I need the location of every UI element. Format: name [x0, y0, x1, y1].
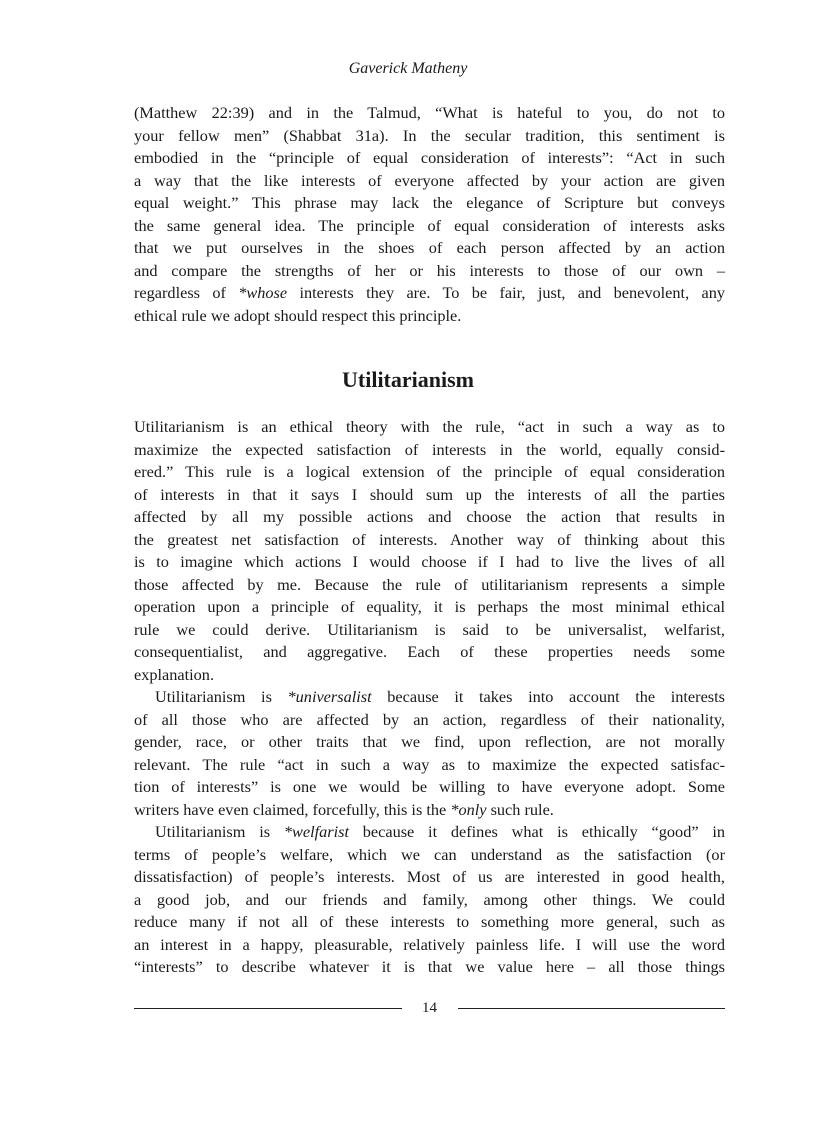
text-line [134, 215, 725, 238]
text-segment: ethical rule we adopt should respect this principle. [134, 305, 462, 325]
text-segment: ered.” This rule is a logical extension of the principle of equal consideration [134, 462, 725, 481]
text-segment: terms of people’s welfare, which we can understand as the satisfaction (or [134, 844, 725, 864]
text-segment: of all those who are affected by an action, regardless of their nationality, [134, 709, 725, 729]
text-segment: those affected by me. Because the rule of utilitarianism represents a simple [134, 574, 725, 594]
text-line [134, 664, 725, 687]
text-line [134, 282, 725, 305]
text-segment: your fellow men” (Shabbat 31a). In the secular tradition, this sentiment is [134, 125, 725, 145]
text-line [134, 911, 725, 934]
text-segment: Utilitarianism is an ethical theory with the rule, “act in such a way as to [134, 417, 725, 436]
page-footer [134, 1000, 725, 1017]
emphasis-text: *welfarist [283, 822, 349, 841]
text-line [134, 102, 725, 125]
text-segment: affected by all my possible actions and choose the action that results in [134, 507, 725, 526]
text-segment: gender, race, or other traits that we find, upon reflection, are not morally [134, 732, 725, 751]
footer-rule-right [458, 1008, 726, 1009]
emphasis-text: *only [450, 799, 487, 819]
text-line [134, 170, 725, 193]
footer-rule-left [134, 1008, 402, 1009]
text-line [134, 776, 725, 799]
text-segment: the greatest net satisfaction of interests. Another way of thinking about this [134, 529, 725, 549]
paragraph-block-utilitarianism [134, 416, 725, 979]
text-segment: interests they are. To be fair, just, and benevolent, any [287, 283, 725, 302]
text-segment: writers have even claimed, forcefully, this is the [134, 799, 451, 819]
running-head: Gaverick Matheny [348, 60, 468, 77]
text-line [134, 956, 725, 979]
text-segment: a good job, and our friends and family, among other things. We could [134, 889, 725, 909]
text-line [134, 799, 725, 822]
text-line [134, 934, 725, 957]
text-segment: the same general idea. The principle of equal consideration of interests asks [134, 215, 725, 235]
text-segment: and compare the strengths of her or his interests to those of our own – [134, 260, 725, 280]
text-segment: because it takes into account the interests [371, 687, 725, 706]
emphasis-text: *whose [238, 283, 288, 302]
text-segment: operation upon a principle of equality, it is perhaps the most minimal ethical [134, 597, 725, 616]
text-line [134, 731, 725, 754]
text-line [134, 551, 725, 574]
text-line [134, 641, 725, 664]
text-segment: consequentialist, and aggregative. Each of these properties needs some [134, 642, 725, 661]
text-segment: of interests in that it says I should sum up the interests of all the parties [134, 484, 725, 504]
text-line [134, 821, 725, 844]
text-line [134, 237, 725, 260]
text-segment: maximize the expected satisfaction of interests in the world, equally consid- [134, 439, 725, 459]
text-line [134, 574, 725, 597]
text-segment: “interests” to describe whatever it is that we value here – all those things [134, 957, 725, 976]
text-line [134, 147, 725, 170]
text-line [134, 506, 725, 529]
text-segment: that we put ourselves in the shoes of each person affected by an action [134, 238, 725, 257]
text-line [134, 305, 725, 328]
emphasis-text: *universalist [287, 687, 372, 706]
page-number: 14 [422, 1000, 437, 1016]
text-segment: a way that the like interests of everyone affected by your action are given [134, 170, 725, 190]
text-segment: Utilitarianism is [155, 687, 288, 706]
text-line [134, 844, 725, 867]
text-segment: equal weight.” This phrase may lack the elegance of Scripture but conveys [134, 193, 725, 212]
text-segment: tion of interests” is one we would be willing to have everyone adopt. Some [134, 777, 725, 796]
text-segment: embodied in the “principle of equal consideration of interests”: “Act in such [134, 148, 725, 167]
text-line [134, 596, 725, 619]
text-segment: explanation. [134, 664, 215, 684]
text-segment: reduce many if not all of these interests to something more general, such as [134, 912, 725, 931]
text-line [134, 619, 725, 642]
text-line [134, 461, 725, 484]
text-line [134, 260, 725, 283]
text-line [134, 192, 725, 215]
text-line [134, 125, 725, 148]
text-segment: an interest in a happy, pleasurable, relatively painless life. I will use the word [134, 934, 725, 954]
text-line [134, 416, 725, 439]
paragraph-block-intro [134, 102, 725, 327]
text-line [134, 439, 725, 462]
text-segment: Utilitarianism is [155, 822, 284, 841]
text-segment: is to imagine which actions I would choose if I had to live the lives of all [134, 552, 725, 571]
text-segment: dissatisfaction) of people’s interests. Most of us are interested in good health, [134, 867, 725, 886]
text-segment: such rule. [486, 799, 554, 819]
text-line [134, 686, 725, 709]
text-line [134, 889, 725, 912]
text-line [134, 529, 725, 552]
text-segment: regardless of [134, 283, 239, 302]
text-line [134, 484, 725, 507]
text-line [134, 754, 725, 777]
text-segment: because it defines what is ethically “good” in [348, 822, 725, 841]
section-heading: Utilitarianism [342, 367, 474, 392]
text-line [134, 866, 725, 889]
text-segment: rule we could derive. Utilitarianism is said to be universalist, welfarist, [134, 619, 725, 639]
text-segment: relevant. The rule “act in such a way as to maximize the expected satisfac- [134, 754, 725, 774]
text-segment: (Matthew 22:39) and in the Talmud, “What is hateful to you, do not to [134, 103, 725, 122]
text-line [134, 709, 725, 732]
